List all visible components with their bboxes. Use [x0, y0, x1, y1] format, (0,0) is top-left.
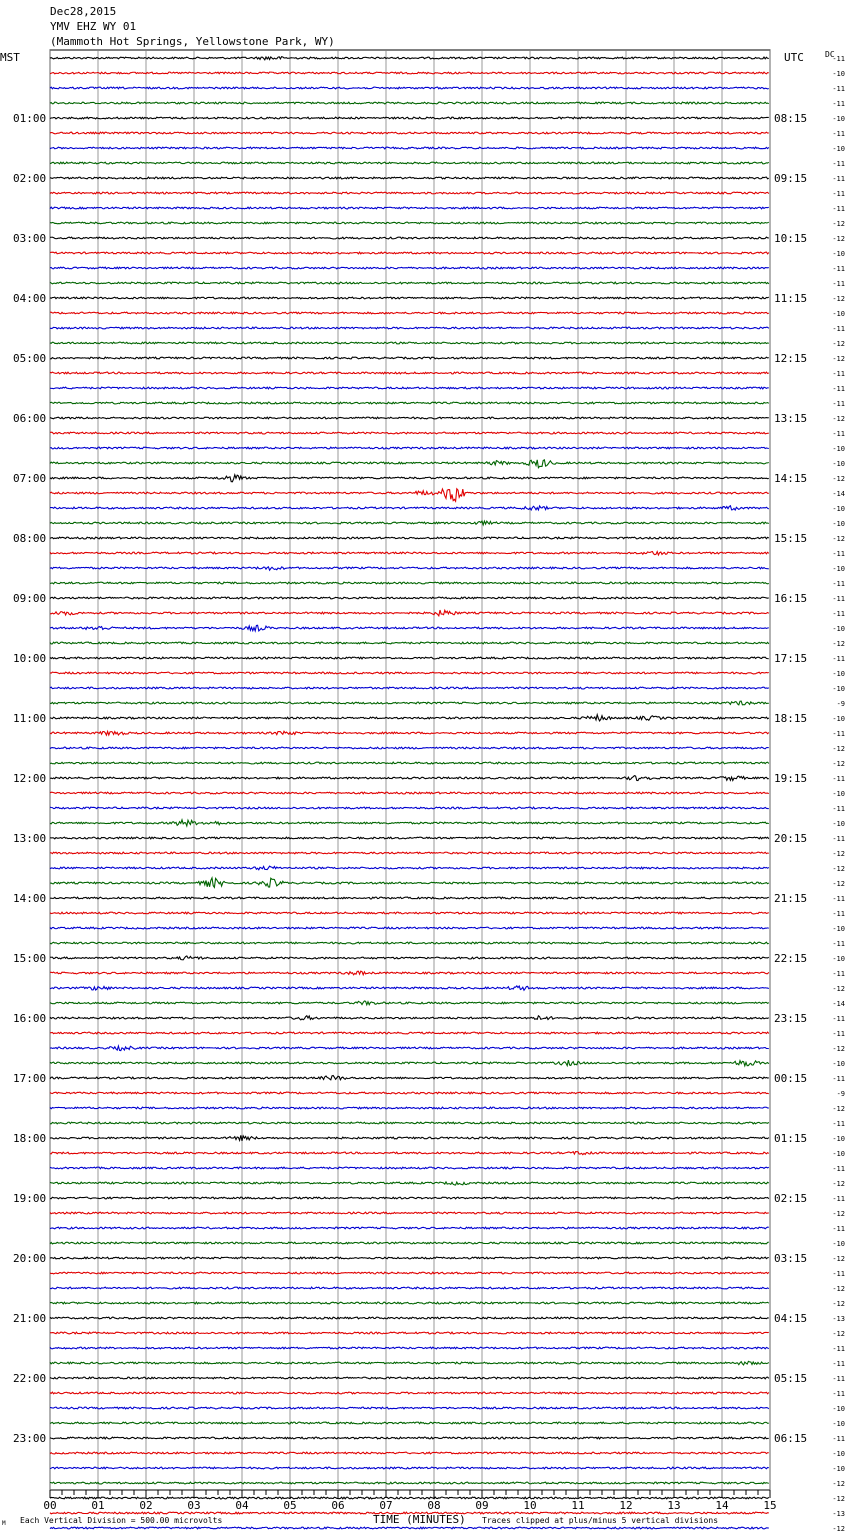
left-hour-label: 17:00 — [13, 1072, 47, 1085]
left-hour-label: 06:00 — [13, 412, 47, 425]
dc-offset: -10 — [832, 685, 845, 693]
dc-offset: -11 — [832, 1120, 845, 1128]
dc-offset: -11 — [832, 580, 845, 588]
dc-offset: -11 — [832, 730, 845, 738]
dc-offset: -11 — [832, 1015, 845, 1023]
right-hour-label: 13:15 — [774, 412, 808, 425]
dc-offset: -10 — [832, 1405, 845, 1413]
dc-offset: -11 — [832, 595, 845, 603]
trace-row-85 — [50, 1332, 769, 1334]
dc-offset: -10 — [832, 1135, 845, 1143]
left-hour-label: 01:00 — [13, 112, 47, 125]
trace-row-36 — [50, 597, 769, 599]
dc-offset: -11 — [832, 1225, 845, 1233]
trace-row-45 — [50, 731, 769, 735]
dc-offset: -11 — [832, 1195, 845, 1203]
trace-row-82 — [50, 1287, 769, 1289]
trace-row-28 — [50, 475, 769, 482]
dc-offset: -10 — [832, 565, 845, 573]
trace-row-25 — [50, 432, 769, 434]
station-location: (Mammoth Hot Springs, Yellowstone Park, WY) — [50, 35, 335, 48]
dc-offset: -11 — [832, 1165, 845, 1173]
trace-row-54 — [50, 866, 769, 870]
left-hour-label: 04:00 — [13, 292, 47, 305]
left-hour-label: 13:00 — [13, 832, 47, 845]
trace-row-70 — [50, 1107, 769, 1109]
trace-row-5 — [50, 132, 769, 134]
trace-row-2 — [50, 87, 769, 89]
dc-offset: -11 — [832, 1270, 845, 1278]
dc-label: DC — [825, 50, 835, 59]
left-hour-label: 16:00 — [13, 1012, 47, 1025]
trace-row-67 — [50, 1060, 769, 1066]
dc-offset: -14 — [832, 490, 845, 498]
right-hour-label: 12:15 — [774, 352, 808, 365]
trace-row-15 — [50, 282, 769, 284]
trace-row-12 — [50, 237, 769, 239]
trace-row-7 — [50, 162, 769, 164]
dc-offset: -11 — [832, 550, 845, 558]
dc-offset: -11 — [832, 805, 845, 813]
dc-offset: -11 — [832, 265, 845, 273]
trace-row-13 — [50, 252, 769, 254]
trace-row-81 — [50, 1272, 769, 1274]
trace-row-38 — [50, 625, 769, 631]
trace-row-48 — [50, 776, 769, 781]
dc-offset: -12 — [832, 880, 845, 888]
right-hour-label: 08:15 — [774, 112, 808, 125]
trace-row-3 — [50, 102, 769, 104]
right-hour-label: 06:15 — [774, 1432, 808, 1445]
left-hour-label: 05:00 — [13, 352, 47, 365]
trace-row-24 — [50, 417, 769, 419]
dc-offset: -12 — [832, 1300, 845, 1308]
trace-row-33 — [50, 552, 769, 555]
right-hour-label: 11:15 — [774, 292, 808, 305]
trace-row-26 — [50, 447, 769, 449]
trace-row-14 — [50, 267, 769, 269]
trace-row-86 — [50, 1347, 769, 1349]
trace-row-91 — [50, 1422, 769, 1424]
station-code: YMV EHZ WY 01 — [50, 20, 137, 33]
dc-offset: -10 — [832, 115, 845, 123]
left-hour-label: 15:00 — [13, 952, 47, 965]
trace-row-89 — [50, 1392, 769, 1394]
dc-offset: -10 — [832, 1150, 845, 1158]
dc-offset: -10 — [832, 505, 845, 513]
right-hour-label: 10:15 — [774, 232, 808, 245]
trace-row-65 — [50, 1032, 769, 1034]
trace-row-66 — [50, 1046, 769, 1051]
dc-offset: -10 — [832, 955, 845, 963]
dc-offset: -10 — [832, 715, 845, 723]
left-timezone-label: MST — [0, 51, 20, 64]
dc-offset: -11 — [832, 1375, 845, 1383]
dc-offset: -10 — [832, 925, 845, 933]
trace-row-94 — [50, 1467, 769, 1469]
trace-row-87 — [50, 1361, 769, 1365]
x-tick-label: 05 — [283, 1499, 297, 1512]
trace-row-49 — [50, 792, 769, 794]
trace-row-40 — [50, 657, 769, 659]
dc-offset-labels — [832, 55, 845, 1533]
dc-offset: -10 — [832, 1060, 845, 1068]
trace-row-30 — [50, 506, 769, 510]
trace-row-1 — [50, 72, 769, 74]
dc-offset: -11 — [832, 775, 845, 783]
right-hour-label: 04:15 — [774, 1312, 808, 1325]
dc-offset: -12 — [832, 1285, 845, 1293]
left-hour-label: 19:00 — [13, 1192, 47, 1205]
trace-row-41 — [50, 672, 769, 674]
dc-offset: -12 — [832, 745, 845, 753]
dc-offset: -12 — [832, 1210, 845, 1218]
left-hour-label: 11:00 — [13, 712, 47, 725]
right-hour-label: 01:15 — [774, 1132, 808, 1145]
left-hour-label: 09:00 — [13, 592, 47, 605]
trace-row-51 — [50, 820, 769, 826]
dc-offset: -12 — [832, 985, 845, 993]
trace-row-62 — [50, 986, 769, 990]
trace-row-56 — [50, 897, 769, 899]
trace-row-77 — [50, 1212, 769, 1214]
dc-offset: -11 — [832, 325, 845, 333]
left-hour-label: 10:00 — [13, 652, 47, 665]
trace-row-53 — [50, 852, 769, 854]
dc-offset: -12 — [832, 220, 845, 228]
dc-offset: -11 — [832, 1030, 845, 1038]
trace-row-57 — [50, 912, 769, 914]
trace-row-29 — [50, 489, 769, 501]
dc-offset: -12 — [832, 1525, 845, 1533]
left-hour-label: 21:00 — [13, 1312, 47, 1325]
x-axis-label: TIME (MINUTES) — [373, 1513, 466, 1526]
trace-row-68 — [50, 1076, 769, 1080]
dc-offset: -11 — [832, 1075, 845, 1083]
x-tick-label: 09 — [475, 1499, 489, 1512]
x-tick-label: 13 — [667, 1499, 681, 1512]
dc-offset: -12 — [832, 865, 845, 873]
trace-row-10 — [50, 207, 769, 209]
plot-date: Dec28,2015 — [50, 5, 117, 18]
left-hour-label: 22:00 — [13, 1372, 47, 1385]
dc-offset: -12 — [832, 1180, 845, 1188]
x-tick-label: 12 — [619, 1499, 633, 1512]
dc-offset: -12 — [832, 1105, 845, 1113]
left-hour-label: 23:00 — [13, 1432, 47, 1445]
trace-row-43 — [50, 701, 769, 705]
x-axis — [43, 1490, 776, 1512]
dc-offset: -10 — [832, 145, 845, 153]
left-hour-label: 14:00 — [13, 892, 47, 905]
left-hour-label: 03:00 — [13, 232, 47, 245]
dc-offset: -11 — [832, 400, 845, 408]
dc-offset: -12 — [832, 235, 845, 243]
dc-offset: -13 — [832, 1510, 845, 1518]
dc-offset: -11 — [832, 910, 845, 918]
dc-offset: -10 — [832, 670, 845, 678]
trace-row-6 — [50, 147, 769, 149]
trace-row-63 — [50, 1001, 769, 1005]
dc-offset: -11 — [832, 370, 845, 378]
right-hour-label: 21:15 — [774, 892, 808, 905]
trace-row-80 — [50, 1257, 769, 1259]
trace-row-0 — [50, 57, 769, 60]
right-hour-label: 00:15 — [774, 1072, 808, 1085]
left-hour-labels — [13, 112, 46, 1445]
trace-row-17 — [50, 312, 769, 314]
right-hour-label: 03:15 — [774, 1252, 808, 1265]
dc-offset: -10 — [832, 520, 845, 528]
dc-offset: -11 — [832, 1345, 845, 1353]
trace-row-50 — [50, 807, 769, 809]
dc-offset: -11 — [832, 175, 845, 183]
right-hour-label: 22:15 — [774, 952, 808, 965]
trace-row-52 — [50, 837, 769, 839]
right-timezone-label: UTC — [784, 51, 804, 64]
trace-row-21 — [50, 372, 769, 374]
right-hour-label: 09:15 — [774, 172, 808, 185]
dc-offset: -12 — [832, 355, 845, 363]
trace-row-34 — [50, 567, 769, 570]
dc-offset: -11 — [832, 655, 845, 663]
dc-offset: -11 — [832, 205, 845, 213]
trace-row-76 — [50, 1197, 769, 1199]
dc-offset: -9 — [836, 1090, 845, 1098]
trace-row-23 — [50, 402, 769, 404]
trace-row-16 — [50, 297, 769, 299]
dc-offset: -11 — [832, 940, 845, 948]
trace-row-19 — [50, 342, 769, 344]
trace-row-58 — [50, 927, 769, 929]
dc-offset: -10 — [832, 1450, 845, 1458]
trace-row-42 — [50, 687, 769, 689]
right-hour-label: 20:15 — [774, 832, 808, 845]
dc-offset: -11 — [832, 385, 845, 393]
dc-offset: -10 — [832, 1240, 845, 1248]
right-hour-label: 15:15 — [774, 532, 808, 545]
right-hour-label: 19:15 — [774, 772, 808, 785]
dc-offset: -12 — [832, 1255, 845, 1263]
trace-row-92 — [50, 1437, 769, 1439]
left-hour-label: 02:00 — [13, 172, 47, 185]
trace-row-8 — [50, 177, 769, 179]
trace-row-69 — [50, 1092, 769, 1094]
trace-row-47 — [50, 762, 769, 764]
dc-offset: -10 — [832, 820, 845, 828]
trace-row-39 — [50, 642, 769, 644]
left-hour-label: 20:00 — [13, 1252, 47, 1265]
trace-row-79 — [50, 1242, 769, 1244]
right-hour-label: 17:15 — [774, 652, 808, 665]
trace-row-32 — [50, 537, 769, 539]
right-hour-label: 05:15 — [774, 1372, 808, 1385]
trace-row-22 — [50, 387, 769, 389]
trace-row-72 — [50, 1135, 769, 1141]
trace-row-59 — [50, 942, 769, 944]
trace-row-60 — [50, 956, 769, 960]
left-hour-label: 07:00 — [13, 472, 47, 485]
dc-offset: -11 — [832, 1360, 845, 1368]
dc-offset: -10 — [832, 625, 845, 633]
dc-offset: -11 — [832, 85, 845, 93]
dc-offset: -10 — [832, 310, 845, 318]
x-tick-label: 10 — [523, 1499, 537, 1512]
trace-row-64 — [50, 1016, 769, 1020]
dc-offset: -12 — [832, 850, 845, 858]
trace-row-95 — [50, 1482, 769, 1484]
trace-row-11 — [50, 222, 769, 224]
left-hour-label: 18:00 — [13, 1132, 47, 1145]
dc-offset: -11 — [832, 55, 845, 63]
dc-offset: -12 — [832, 340, 845, 348]
right-hour-label: 14:15 — [774, 472, 808, 485]
right-hour-label: 02:15 — [774, 1192, 808, 1205]
x-tick-label: 00 — [43, 1499, 57, 1512]
trace-row-27 — [50, 460, 769, 468]
dc-offset: -11 — [832, 100, 845, 108]
trace-row-44 — [50, 715, 769, 721]
trace-row-78 — [50, 1227, 769, 1229]
trace-row-98 — [50, 1527, 769, 1529]
trace-rows — [50, 57, 769, 1529]
clip-note: Traces clipped at plus/minus 5 vertical divisions — [482, 1516, 719, 1525]
dc-offset: -10 — [832, 1465, 845, 1473]
dc-offset: -11 — [832, 610, 845, 618]
dc-offset: -11 — [832, 970, 845, 978]
dc-offset: -9 — [836, 700, 845, 708]
dc-offset: -14 — [832, 1000, 845, 1008]
x-tick-label: 11 — [571, 1499, 585, 1512]
dc-offset: -10 — [832, 70, 845, 78]
trace-row-35 — [50, 582, 769, 584]
right-hour-labels — [774, 112, 807, 1445]
trace-row-90 — [50, 1407, 769, 1409]
trace-row-73 — [50, 1152, 769, 1155]
x-tick-label: 07 — [379, 1499, 393, 1512]
dc-offset: -10 — [832, 445, 845, 453]
trace-row-31 — [50, 521, 769, 525]
trace-row-75 — [50, 1182, 769, 1185]
x-tick-label: 01 — [91, 1499, 105, 1512]
trace-row-18 — [50, 327, 769, 329]
dc-offset: -12 — [832, 415, 845, 423]
dc-offset: -10 — [832, 1420, 845, 1428]
dc-offset: -12 — [832, 295, 845, 303]
x-tick-label: 08 — [427, 1499, 441, 1512]
dc-offset: -12 — [832, 475, 845, 483]
dc-offset: -11 — [832, 160, 845, 168]
trace-row-37 — [50, 610, 769, 616]
right-hour-label: 23:15 — [774, 1012, 808, 1025]
trace-row-71 — [50, 1122, 769, 1124]
trace-row-9 — [50, 192, 769, 194]
trace-row-55 — [50, 878, 769, 887]
dc-offset: -11 — [832, 1435, 845, 1443]
x-tick-label: 15 — [763, 1499, 777, 1512]
dc-offset: -10 — [832, 460, 845, 468]
dc-offset: -12 — [832, 535, 845, 543]
dc-offset: -11 — [832, 280, 845, 288]
dc-offset: -12 — [832, 640, 845, 648]
dc-offset: -11 — [832, 190, 845, 198]
right-hour-label: 16:15 — [774, 592, 808, 605]
dc-offset: -11 — [832, 130, 845, 138]
dc-offset: -10 — [832, 790, 845, 798]
corner-mark: M — [2, 1520, 6, 1527]
trace-row-4 — [50, 117, 769, 119]
dc-offset: -11 — [832, 835, 845, 843]
x-tick-label: 02 — [139, 1499, 153, 1512]
dc-offset: -12 — [832, 1045, 845, 1053]
trace-row-84 — [50, 1317, 769, 1319]
left-hour-label: 08:00 — [13, 532, 47, 545]
dc-offset: -12 — [832, 760, 845, 768]
trace-row-20 — [50, 357, 769, 359]
left-hour-label: 12:00 — [13, 772, 47, 785]
dc-offset: -12 — [832, 1480, 845, 1488]
trace-row-61 — [50, 971, 769, 975]
dc-offset: -12 — [832, 1330, 845, 1338]
x-tick-label: 03 — [187, 1499, 201, 1512]
dc-offset: -11 — [832, 895, 845, 903]
trace-row-74 — [50, 1167, 769, 1169]
x-tick-label: 14 — [715, 1499, 729, 1512]
dc-offset: -10 — [832, 250, 845, 258]
trace-row-96 — [50, 1497, 769, 1499]
dc-offset: -13 — [832, 1315, 845, 1323]
trace-row-83 — [50, 1302, 769, 1304]
dc-offset: -11 — [832, 430, 845, 438]
dc-offset: -11 — [832, 1390, 845, 1398]
trace-row-88 — [50, 1377, 769, 1379]
x-tick-label: 06 — [331, 1499, 345, 1512]
right-hour-label: 18:15 — [774, 712, 808, 725]
trace-row-46 — [50, 747, 769, 749]
x-tick-label: 04 — [235, 1499, 249, 1512]
trace-row-93 — [50, 1452, 769, 1454]
scale-note: Each Vertical Division = 500.00 microvolts — [20, 1516, 223, 1525]
dc-offset: -12 — [832, 1495, 845, 1503]
